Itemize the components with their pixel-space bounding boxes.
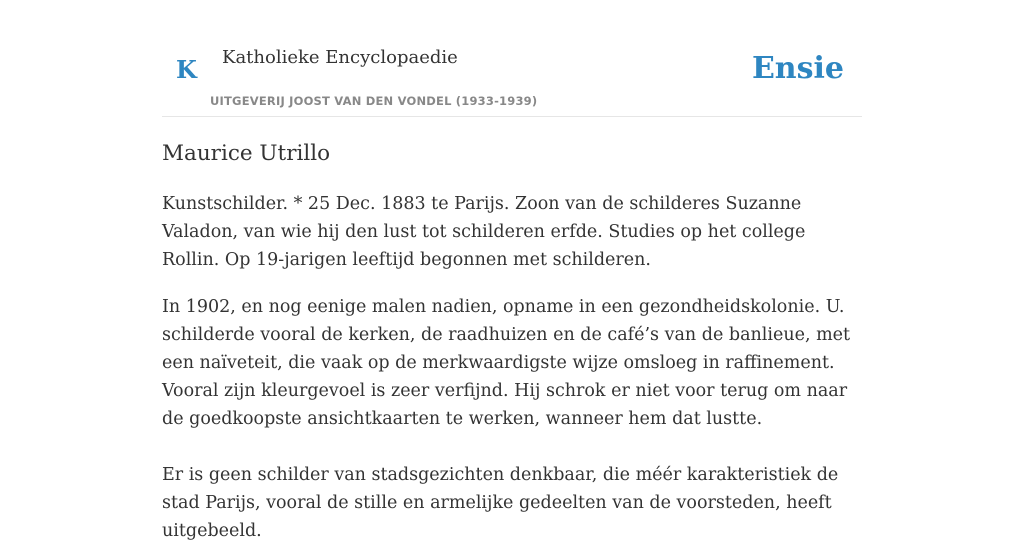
site-header	[162, 0, 862, 117]
article-paragraph: Kunstschilder. * 25 Dec. 1883 te Parijs. Zoon van de schilderes Suzanne Valadon, van wie hij den lust tot schilderen erfde. Studies op het college Rollin. Op 19-jarigen leeftijd begonnen met schilderen.	[162, 194, 806, 270]
publication-subtitle: UITGEVERIJ JOOST VAN DEN VONDEL (1933-1939)	[210, 94, 538, 108]
article-title: Maurice Utrillo	[162, 141, 331, 166]
article	[162, 138, 862, 545]
article-paragraph: In 1902, en nog eenige malen nadien, opname in een gezondheidskolonie. U. schilderde vooral de kerken, de raadhuizen en de café’s van de banlieue, met een naïveteit, die vaak op de merkwaardigste wijze omsloeg in raffinement. Vooral zijn kleurgevoel is zeer verfijnd. Hij schrok er niet voor terug om naar de goedkoopste ansichtkaarten te werken, wanneer hem dat lustte.	[162, 297, 851, 429]
publication-logo-icon[interactable]: K	[176, 55, 197, 84]
ensie-logo-link[interactable]: Ensie	[751, 51, 844, 86]
publication-title[interactable]: Katholieke Encyclopaedie	[222, 47, 458, 68]
article-paragraph: Er is geen schilder van stadsgezichten denkbaar, die méér karakteristiek de stad Parijs, vooral de stille en armelijke gedeelten van de voorsteden, heeft uitgebeeld.	[162, 465, 839, 541]
